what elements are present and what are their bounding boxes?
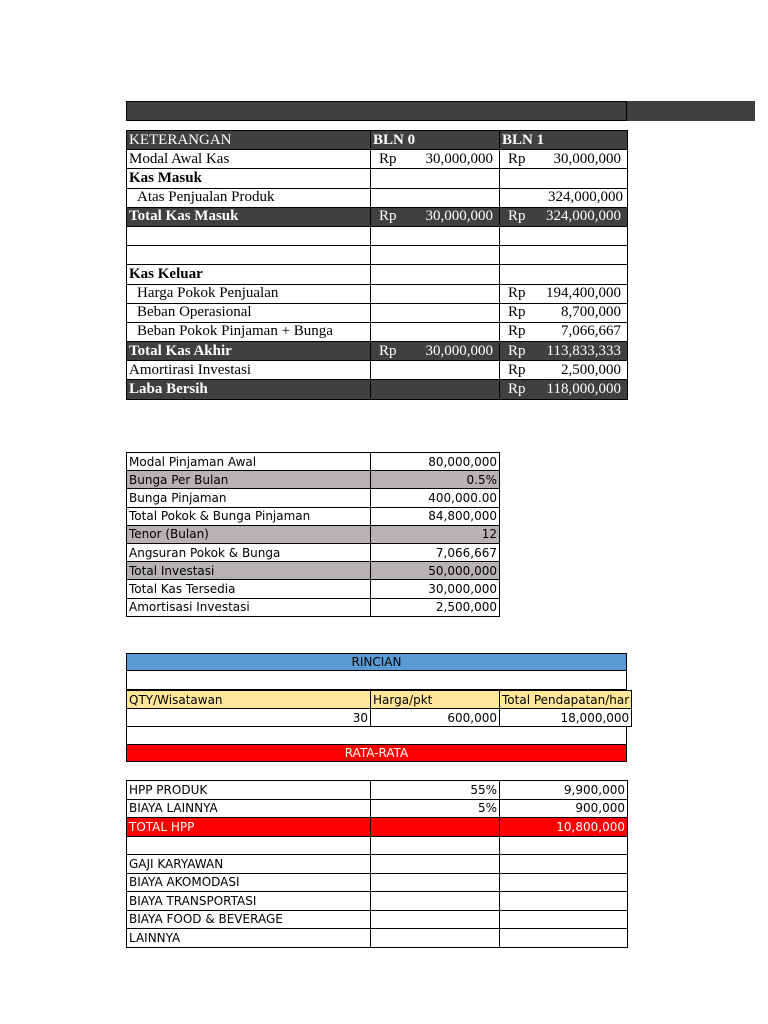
- header-harga[interactable]: Harga/pkt: [371, 691, 500, 709]
- empty-cell[interactable]: [500, 929, 628, 948]
- row-label[interactable]: Atas Penjualan Produk: [127, 188, 371, 207]
- cell-value: 2,500,000: [561, 361, 621, 378]
- empty-cell[interactable]: [127, 836, 371, 855]
- row-label[interactable]: Angsuran Pokok & Bunga: [127, 543, 371, 561]
- table-row: [127, 873, 628, 892]
- cell-value[interactable]: 2,500,000: [371, 598, 500, 616]
- empty-cell[interactable]: [371, 929, 500, 948]
- cell-value[interactable]: 80,000,000: [371, 453, 500, 471]
- currency-label: Rp: [508, 361, 526, 378]
- table-row: [127, 150, 628, 169]
- currency-label: Rp: [379, 342, 397, 359]
- cell-bln-1[interactable]: [500, 303, 628, 322]
- empty-cell[interactable]: [127, 246, 371, 265]
- cell-value: 324,000,000: [546, 208, 621, 225]
- rata-rata-title[interactable]: RATA-RATA: [126, 744, 627, 762]
- currency-label: Rp: [379, 150, 397, 167]
- cell-value[interactable]: 400,000.00: [371, 489, 500, 507]
- currency-label: Rp: [508, 342, 526, 359]
- total-row: [127, 342, 628, 361]
- table-row: [127, 489, 500, 507]
- row-label[interactable]: Beban Pokok Pinjaman + Bunga: [127, 322, 371, 341]
- cell-value[interactable]: 324,000,000: [500, 188, 628, 207]
- currency-label: Rp: [508, 285, 526, 302]
- cell-bln-1[interactable]: [500, 207, 628, 226]
- row-label[interactable]: BIAYA AKOMODASI: [127, 873, 371, 892]
- table-row: [127, 910, 628, 929]
- empty-cell[interactable]: [500, 265, 628, 284]
- total-row: [127, 818, 628, 837]
- empty-cell[interactable]: [371, 226, 500, 245]
- row-label[interactable]: Modal Pinjaman Awal: [127, 453, 371, 471]
- empty-cell[interactable]: [371, 284, 500, 303]
- empty-cell[interactable]: [371, 855, 500, 874]
- table-row: [127, 188, 628, 207]
- header-total[interactable]: Total Pendapatan/har: [500, 691, 632, 709]
- table-row: [127, 929, 628, 948]
- table-row: [127, 361, 628, 380]
- empty-cell[interactable]: [500, 226, 628, 245]
- currency-label: Rp: [508, 304, 526, 321]
- currency-label: Rp: [508, 323, 526, 340]
- table-row: [127, 322, 628, 341]
- cell-value[interactable]: 9,900,000: [500, 781, 628, 800]
- empty-cell[interactable]: [371, 380, 500, 399]
- cell-value: 194,400,000: [546, 285, 621, 302]
- empty-cell[interactable]: [500, 910, 628, 929]
- cell-bln-0[interactable]: [371, 207, 500, 226]
- cell-bln-1[interactable]: [500, 380, 628, 399]
- row-label[interactable]: GAJI KARYAWAN: [127, 855, 371, 874]
- empty-cell[interactable]: [371, 873, 500, 892]
- total-value[interactable]: 18,000,000: [500, 709, 632, 727]
- sheet-title-bar: [126, 101, 627, 121]
- row-label[interactable]: Total Pokok & Bunga Pinjaman: [127, 507, 371, 525]
- qty-value[interactable]: 30: [127, 709, 371, 727]
- empty-cell[interactable]: [371, 188, 500, 207]
- table-row: [127, 507, 500, 525]
- cell-bln-0[interactable]: [371, 150, 500, 169]
- row-label[interactable]: TOTAL HPP: [127, 818, 371, 837]
- cell-value[interactable]: 84,800,000: [371, 507, 500, 525]
- pct-value[interactable]: 55%: [371, 781, 500, 800]
- currency-label: Rp: [508, 150, 526, 167]
- empty-cell[interactable]: [371, 836, 500, 855]
- cell-value[interactable]: 0.5%: [371, 471, 500, 489]
- cell-bln-1[interactable]: [500, 322, 628, 341]
- table-row: [127, 799, 628, 818]
- cell-value: 7,066,667: [561, 323, 621, 340]
- currency-label: Rp: [379, 208, 397, 225]
- cell-value: 30,000,000: [553, 150, 621, 167]
- table-row: [127, 580, 500, 598]
- empty-cell[interactable]: [371, 246, 500, 265]
- row-label[interactable]: Modal Awal Kas: [127, 150, 371, 169]
- row-label[interactable]: BIAYA FOOD & BEVERAGE: [127, 910, 371, 929]
- rincian-table: [126, 690, 632, 727]
- pct-value[interactable]: [371, 818, 500, 837]
- row-label[interactable]: Beban Operasional: [127, 303, 371, 322]
- table-row: [127, 226, 628, 245]
- row-label[interactable]: Harga Pokok Penjualan: [127, 284, 371, 303]
- empty-cell[interactable]: [500, 169, 628, 188]
- sheet-title-bar-extension: [627, 101, 755, 121]
- cell-value[interactable]: 30,000,000: [371, 580, 500, 598]
- cell-bln-1[interactable]: [500, 150, 628, 169]
- cell-bln-1[interactable]: [500, 361, 628, 380]
- table-row: [127, 453, 500, 471]
- table-row: [127, 246, 628, 265]
- empty-cell[interactable]: [371, 910, 500, 929]
- empty-cell[interactable]: [371, 169, 500, 188]
- table-row: [127, 562, 500, 580]
- empty-cell[interactable]: [126, 671, 627, 690]
- row-label[interactable]: HPP PRODUK: [127, 781, 371, 800]
- currency-label: Rp: [508, 381, 526, 398]
- cell-value[interactable]: 7,066,667: [371, 543, 500, 561]
- cell-bln-1[interactable]: [500, 284, 628, 303]
- section-label[interactable]: Kas Keluar: [127, 265, 371, 284]
- rincian-title[interactable]: RINCIAN: [126, 653, 627, 671]
- cell-bln-0[interactable]: [371, 342, 500, 361]
- row-label[interactable]: Amortisasi Investasi: [127, 598, 371, 616]
- section-label[interactable]: Kas Masuk: [127, 169, 371, 188]
- cell-value: 118,000,000: [546, 381, 621, 398]
- empty-cell[interactable]: [371, 322, 500, 341]
- cashflow-header-row: [127, 131, 628, 150]
- row-label[interactable]: Total Kas Tersedia: [127, 580, 371, 598]
- cell-value[interactable]: 50,000,000: [371, 562, 500, 580]
- table-row: [127, 709, 632, 727]
- table-row: [127, 284, 628, 303]
- table-row: [127, 543, 500, 561]
- header-bln-1[interactable]: BLN 1: [500, 131, 628, 150]
- table-row: [127, 169, 628, 188]
- table-row: [127, 265, 628, 284]
- total-row: [127, 380, 628, 399]
- table-row: [127, 855, 628, 874]
- pct-value[interactable]: 5%: [371, 799, 500, 818]
- cell-value[interactable]: 12: [371, 525, 500, 543]
- row-label[interactable]: Laba Bersih: [127, 380, 371, 399]
- cell-value: 113,833,333: [546, 342, 621, 359]
- empty-cell[interactable]: [500, 873, 628, 892]
- header-qty[interactable]: QTY/Wisatawan: [127, 691, 371, 709]
- row-label[interactable]: BIAYA TRANSPORTASI: [127, 892, 371, 911]
- table-row: [127, 892, 628, 911]
- row-label[interactable]: Total Investasi: [127, 562, 371, 580]
- empty-cell[interactable]: [371, 892, 500, 911]
- table-row: [127, 781, 628, 800]
- row-label[interactable]: Bunga Per Bulan: [127, 471, 371, 489]
- cell-value: 30,000,000: [425, 342, 493, 359]
- row-label[interactable]: LAINNYA: [127, 929, 371, 948]
- empty-cell[interactable]: [127, 226, 371, 245]
- empty-cell[interactable]: [371, 265, 500, 284]
- empty-cell[interactable]: [371, 303, 500, 322]
- cell-value[interactable]: 10,800,000: [500, 818, 628, 837]
- header-bln-0[interactable]: BLN 0: [371, 131, 500, 150]
- cashflow-table: [126, 130, 628, 400]
- loan-table: [126, 452, 500, 617]
- total-row: [127, 207, 628, 226]
- cell-value: 30,000,000: [425, 208, 493, 225]
- hpp-table: [126, 780, 628, 948]
- row-label[interactable]: Amortirasi Investasi: [127, 361, 371, 380]
- empty-cell[interactable]: [500, 892, 628, 911]
- row-label[interactable]: Bunga Pinjaman: [127, 489, 371, 507]
- empty-cell[interactable]: [126, 726, 627, 744]
- table-row: [127, 471, 500, 489]
- row-label[interactable]: Total Kas Masuk: [127, 207, 371, 226]
- cell-value[interactable]: 900,000: [500, 799, 628, 818]
- header-keterangan[interactable]: KETERANGAN: [127, 131, 371, 150]
- table-row: [127, 836, 628, 855]
- table-row: [127, 303, 628, 322]
- currency-label: Rp: [508, 208, 526, 225]
- empty-cell[interactable]: [500, 836, 628, 855]
- cell-bln-1[interactable]: [500, 342, 628, 361]
- row-label[interactable]: BIAYA LAINNYA: [127, 799, 371, 818]
- cell-value: 8,700,000: [561, 304, 621, 321]
- empty-cell[interactable]: [500, 246, 628, 265]
- harga-value[interactable]: 600,000: [371, 709, 500, 727]
- cell-value: 30,000,000: [425, 150, 493, 167]
- row-label[interactable]: Tenor (Bulan): [127, 525, 371, 543]
- empty-cell[interactable]: [500, 855, 628, 874]
- row-label[interactable]: Total Kas Akhir: [127, 342, 371, 361]
- rincian-header-row: [127, 691, 632, 709]
- table-row: [127, 525, 500, 543]
- table-row: [127, 598, 500, 616]
- empty-cell[interactable]: [371, 361, 500, 380]
